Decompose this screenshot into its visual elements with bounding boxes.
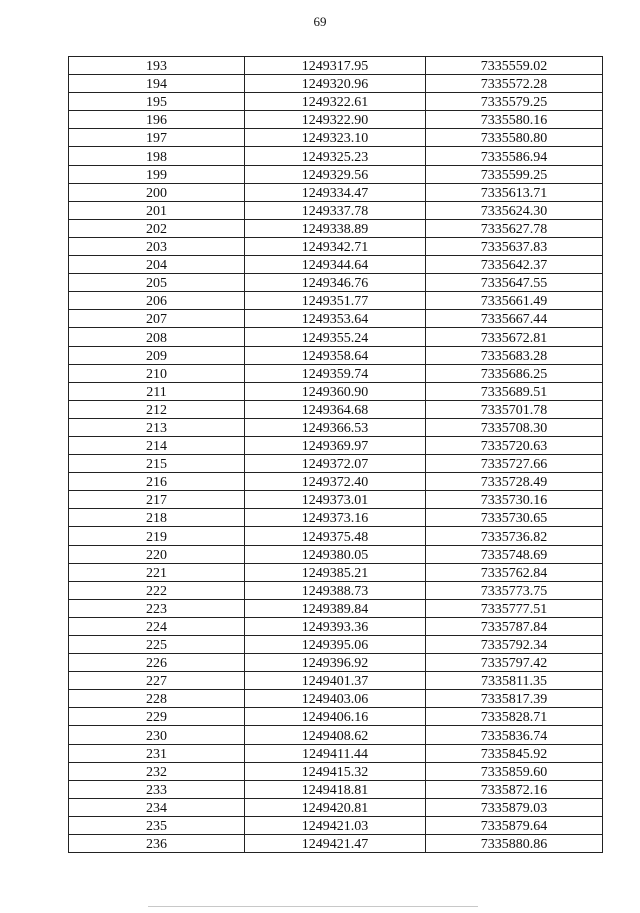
x-coordinate-cell: 1249358.64 — [245, 346, 426, 364]
table-row — [69, 581, 603, 599]
point-number-cell: 214 — [69, 436, 245, 454]
y-coordinate-cell: 7335736.82 — [426, 527, 603, 545]
point-number-cell: 199 — [69, 165, 245, 183]
point-number-cell: 207 — [69, 310, 245, 328]
x-coordinate-cell: 1249317.95 — [245, 57, 426, 75]
x-coordinate-cell: 1249408.62 — [245, 726, 426, 744]
table-row — [69, 418, 603, 436]
point-number-cell: 196 — [69, 111, 245, 129]
point-number-cell: 202 — [69, 219, 245, 237]
y-coordinate-cell: 7335748.69 — [426, 545, 603, 563]
y-coordinate-cell: 7335773.75 — [426, 581, 603, 599]
y-coordinate-cell: 7335686.25 — [426, 364, 603, 382]
y-coordinate-cell: 7335572.28 — [426, 75, 603, 93]
point-number-cell: 204 — [69, 256, 245, 274]
x-coordinate-cell: 1249337.78 — [245, 201, 426, 219]
point-number-cell: 222 — [69, 581, 245, 599]
coordinates-table — [68, 56, 603, 853]
point-number-cell: 212 — [69, 400, 245, 418]
y-coordinate-cell: 7335647.55 — [426, 274, 603, 292]
x-coordinate-cell: 1249420.81 — [245, 798, 426, 816]
point-number-cell: 227 — [69, 672, 245, 690]
y-coordinate-cell: 7335720.63 — [426, 436, 603, 454]
x-coordinate-cell: 1249322.90 — [245, 111, 426, 129]
y-coordinate-cell: 7335580.16 — [426, 111, 603, 129]
point-number-cell: 223 — [69, 599, 245, 617]
y-coordinate-cell: 7335667.44 — [426, 310, 603, 328]
table-row — [69, 762, 603, 780]
x-coordinate-cell: 1249388.73 — [245, 581, 426, 599]
y-coordinate-cell: 7335701.78 — [426, 400, 603, 418]
y-coordinate-cell: 7335661.49 — [426, 292, 603, 310]
table-row — [69, 726, 603, 744]
point-number-cell: 201 — [69, 201, 245, 219]
x-coordinate-cell: 1249372.40 — [245, 473, 426, 491]
table-row — [69, 654, 603, 672]
x-coordinate-cell: 1249323.10 — [245, 129, 426, 147]
point-number-cell: 235 — [69, 816, 245, 834]
table-row — [69, 563, 603, 581]
y-coordinate-cell: 7335797.42 — [426, 654, 603, 672]
table-row — [69, 129, 603, 147]
x-coordinate-cell: 1249401.37 — [245, 672, 426, 690]
y-coordinate-cell: 7335559.02 — [426, 57, 603, 75]
y-coordinate-cell: 7335613.71 — [426, 183, 603, 201]
table-row — [69, 111, 603, 129]
x-coordinate-cell: 1249364.68 — [245, 400, 426, 418]
table-row — [69, 617, 603, 635]
table-row — [69, 636, 603, 654]
y-coordinate-cell: 7335879.03 — [426, 798, 603, 816]
y-coordinate-cell: 7335828.71 — [426, 708, 603, 726]
x-coordinate-cell: 1249355.24 — [245, 328, 426, 346]
x-coordinate-cell: 1249373.16 — [245, 509, 426, 527]
x-coordinate-cell: 1249320.96 — [245, 75, 426, 93]
point-number-cell: 229 — [69, 708, 245, 726]
coordinates-table-container — [68, 56, 602, 853]
x-coordinate-cell: 1249351.77 — [245, 292, 426, 310]
y-coordinate-cell: 7335599.25 — [426, 165, 603, 183]
y-coordinate-cell: 7335730.65 — [426, 509, 603, 527]
table-row — [69, 400, 603, 418]
point-number-cell: 200 — [69, 183, 245, 201]
x-coordinate-cell: 1249375.48 — [245, 527, 426, 545]
x-coordinate-cell: 1249403.06 — [245, 690, 426, 708]
coordinates-table-body — [69, 57, 603, 853]
x-coordinate-cell: 1249411.44 — [245, 744, 426, 762]
point-number-cell: 194 — [69, 75, 245, 93]
x-coordinate-cell: 1249353.64 — [245, 310, 426, 328]
point-number-cell: 205 — [69, 274, 245, 292]
table-row — [69, 545, 603, 563]
x-coordinate-cell: 1249338.89 — [245, 219, 426, 237]
table-row — [69, 455, 603, 473]
point-number-cell: 216 — [69, 473, 245, 491]
point-number-cell: 208 — [69, 328, 245, 346]
table-row — [69, 201, 603, 219]
point-number-cell: 220 — [69, 545, 245, 563]
x-coordinate-cell: 1249415.32 — [245, 762, 426, 780]
table-row — [69, 708, 603, 726]
y-coordinate-cell: 7335811.35 — [426, 672, 603, 690]
y-coordinate-cell: 7335689.51 — [426, 382, 603, 400]
x-coordinate-cell: 1249344.64 — [245, 256, 426, 274]
table-row — [69, 835, 603, 853]
point-number-cell: 213 — [69, 418, 245, 436]
table-row — [69, 147, 603, 165]
y-coordinate-cell: 7335730.16 — [426, 491, 603, 509]
y-coordinate-cell: 7335792.34 — [426, 636, 603, 654]
point-number-cell: 221 — [69, 563, 245, 581]
table-row — [69, 256, 603, 274]
x-coordinate-cell: 1249396.92 — [245, 654, 426, 672]
y-coordinate-cell: 7335579.25 — [426, 93, 603, 111]
x-coordinate-cell: 1249393.36 — [245, 617, 426, 635]
x-coordinate-cell: 1249389.84 — [245, 599, 426, 617]
y-coordinate-cell: 7335627.78 — [426, 219, 603, 237]
point-number-cell: 198 — [69, 147, 245, 165]
point-number-cell: 195 — [69, 93, 245, 111]
table-row — [69, 509, 603, 527]
y-coordinate-cell: 7335683.28 — [426, 346, 603, 364]
y-coordinate-cell: 7335817.39 — [426, 690, 603, 708]
y-coordinate-cell: 7335672.81 — [426, 328, 603, 346]
point-number-cell: 232 — [69, 762, 245, 780]
point-number-cell: 215 — [69, 455, 245, 473]
x-coordinate-cell: 1249346.76 — [245, 274, 426, 292]
y-coordinate-cell: 7335708.30 — [426, 418, 603, 436]
y-coordinate-cell: 7335787.84 — [426, 617, 603, 635]
y-coordinate-cell: 7335872.16 — [426, 780, 603, 798]
y-coordinate-cell: 7335637.83 — [426, 237, 603, 255]
table-row — [69, 491, 603, 509]
y-coordinate-cell: 7335624.30 — [426, 201, 603, 219]
table-row — [69, 780, 603, 798]
point-number-cell: 228 — [69, 690, 245, 708]
y-coordinate-cell: 7335880.86 — [426, 835, 603, 853]
x-coordinate-cell: 1249325.23 — [245, 147, 426, 165]
x-coordinate-cell: 1249421.47 — [245, 835, 426, 853]
y-coordinate-cell: 7335580.80 — [426, 129, 603, 147]
x-coordinate-cell: 1249372.07 — [245, 455, 426, 473]
table-row — [69, 165, 603, 183]
table-row — [69, 672, 603, 690]
table-row — [69, 346, 603, 364]
point-number-cell: 197 — [69, 129, 245, 147]
x-coordinate-cell: 1249418.81 — [245, 780, 426, 798]
x-coordinate-cell: 1249359.74 — [245, 364, 426, 382]
y-coordinate-cell: 7335836.74 — [426, 726, 603, 744]
table-row — [69, 382, 603, 400]
y-coordinate-cell: 7335642.37 — [426, 256, 603, 274]
x-coordinate-cell: 1249385.21 — [245, 563, 426, 581]
point-number-cell: 209 — [69, 346, 245, 364]
y-coordinate-cell: 7335727.66 — [426, 455, 603, 473]
table-row — [69, 744, 603, 762]
table-row — [69, 527, 603, 545]
point-number-cell: 211 — [69, 382, 245, 400]
table-row — [69, 364, 603, 382]
table-row — [69, 328, 603, 346]
x-coordinate-cell: 1249366.53 — [245, 418, 426, 436]
point-number-cell: 234 — [69, 798, 245, 816]
y-coordinate-cell: 7335845.92 — [426, 744, 603, 762]
x-coordinate-cell: 1249329.56 — [245, 165, 426, 183]
table-row — [69, 75, 603, 93]
x-coordinate-cell: 1249395.06 — [245, 636, 426, 654]
point-number-cell: 219 — [69, 527, 245, 545]
x-coordinate-cell: 1249406.16 — [245, 708, 426, 726]
page-number: 69 — [313, 14, 327, 29]
x-coordinate-cell: 1249369.97 — [245, 436, 426, 454]
point-number-cell: 193 — [69, 57, 245, 75]
x-coordinate-cell: 1249421.03 — [245, 816, 426, 834]
point-number-cell: 218 — [69, 509, 245, 527]
table-row — [69, 436, 603, 454]
table-row — [69, 274, 603, 292]
point-number-cell: 233 — [69, 780, 245, 798]
y-coordinate-cell: 7335586.94 — [426, 147, 603, 165]
point-number-cell: 206 — [69, 292, 245, 310]
x-coordinate-cell: 1249380.05 — [245, 545, 426, 563]
table-row — [69, 599, 603, 617]
point-number-cell: 226 — [69, 654, 245, 672]
x-coordinate-cell: 1249360.90 — [245, 382, 426, 400]
x-coordinate-cell: 1249322.61 — [245, 93, 426, 111]
bottom-rule — [148, 906, 478, 907]
table-row — [69, 57, 603, 75]
point-number-cell: 210 — [69, 364, 245, 382]
y-coordinate-cell: 7335777.51 — [426, 599, 603, 617]
y-coordinate-cell: 7335859.60 — [426, 762, 603, 780]
table-row — [69, 473, 603, 491]
x-coordinate-cell: 1249373.01 — [245, 491, 426, 509]
table-row — [69, 219, 603, 237]
point-number-cell: 225 — [69, 636, 245, 654]
table-row — [69, 690, 603, 708]
y-coordinate-cell: 7335762.84 — [426, 563, 603, 581]
point-number-cell: 203 — [69, 237, 245, 255]
table-row — [69, 816, 603, 834]
table-row — [69, 310, 603, 328]
table-row — [69, 183, 603, 201]
y-coordinate-cell: 7335879.64 — [426, 816, 603, 834]
point-number-cell: 224 — [69, 617, 245, 635]
point-number-cell: 231 — [69, 744, 245, 762]
table-row — [69, 93, 603, 111]
point-number-cell: 217 — [69, 491, 245, 509]
point-number-cell: 236 — [69, 835, 245, 853]
y-coordinate-cell: 7335728.49 — [426, 473, 603, 491]
x-coordinate-cell: 1249334.47 — [245, 183, 426, 201]
table-row — [69, 237, 603, 255]
x-coordinate-cell: 1249342.71 — [245, 237, 426, 255]
table-row — [69, 292, 603, 310]
table-row — [69, 798, 603, 816]
point-number-cell: 230 — [69, 726, 245, 744]
